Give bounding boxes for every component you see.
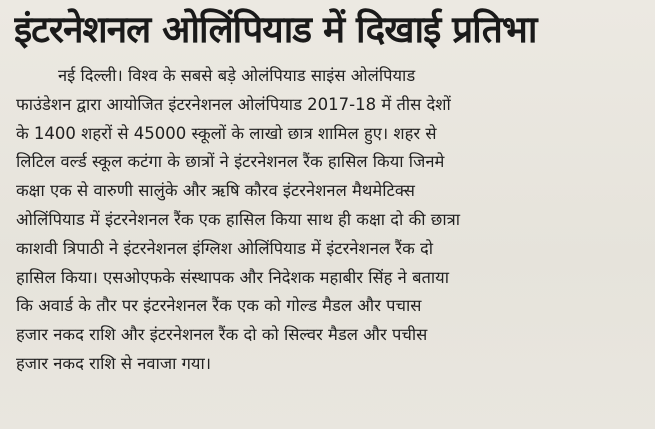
- article-line: हजार नकद राशि से नवाजा गया।: [16, 353, 212, 373]
- article-line: ओलिंपियाड में इंटरनेशनल रैंक एक हासिल किया साथ ही कक्षा दो की छात्रा: [16, 209, 460, 229]
- article-line: हासिल किया। एसओएफके संस्थापक और निदेशक महाबीर सिंह ने बताया: [16, 267, 450, 287]
- article-line: कि अवार्ड के तौर पर इंटरनेशनल रैंक एक को गोल्ड मैडल और पचास: [16, 296, 422, 316]
- article-line: फाउंडेशन द्वारा आयोजित इंटरनेशनल ओलंपियाड 2017-18 में तीस देशों: [16, 94, 451, 114]
- article-line: काशवी त्रिपाठी ने इंटरनेशनल इंग्लिश ओलिंपियाड में इंटरनेशनल रैंक दो: [16, 238, 434, 258]
- article-line: हजार नकद राशि और इंटरनेशनल रैंक दो को सिल्वर मैडल और पचीस: [16, 325, 428, 345]
- article-line: कक्षा एक से वारुणी सालुंके और ऋषि कौरव इंटरनेशनल मैथमेटिक्स: [16, 181, 415, 201]
- article-line: नई दिल्ली। विश्व के सबसे बड़े ओलंपियाड साइंस ओलंपियाड: [58, 66, 416, 85]
- article-body: [16, 62, 644, 379]
- article-line: के 1400 शहरों से 45000 स्कूलों के लाखो छात्र शामिल हुए। शहर से: [16, 123, 437, 143]
- article-line: लिटिल वर्ल्ड स्कूल कटंगा के छात्रों ने इंटरनेशनल रैंक हासिल किया जिनमे: [16, 152, 445, 172]
- headline: इंटरनेशनल ओलिंपियाड में दिखाई प्रतिभा: [14, 8, 537, 51]
